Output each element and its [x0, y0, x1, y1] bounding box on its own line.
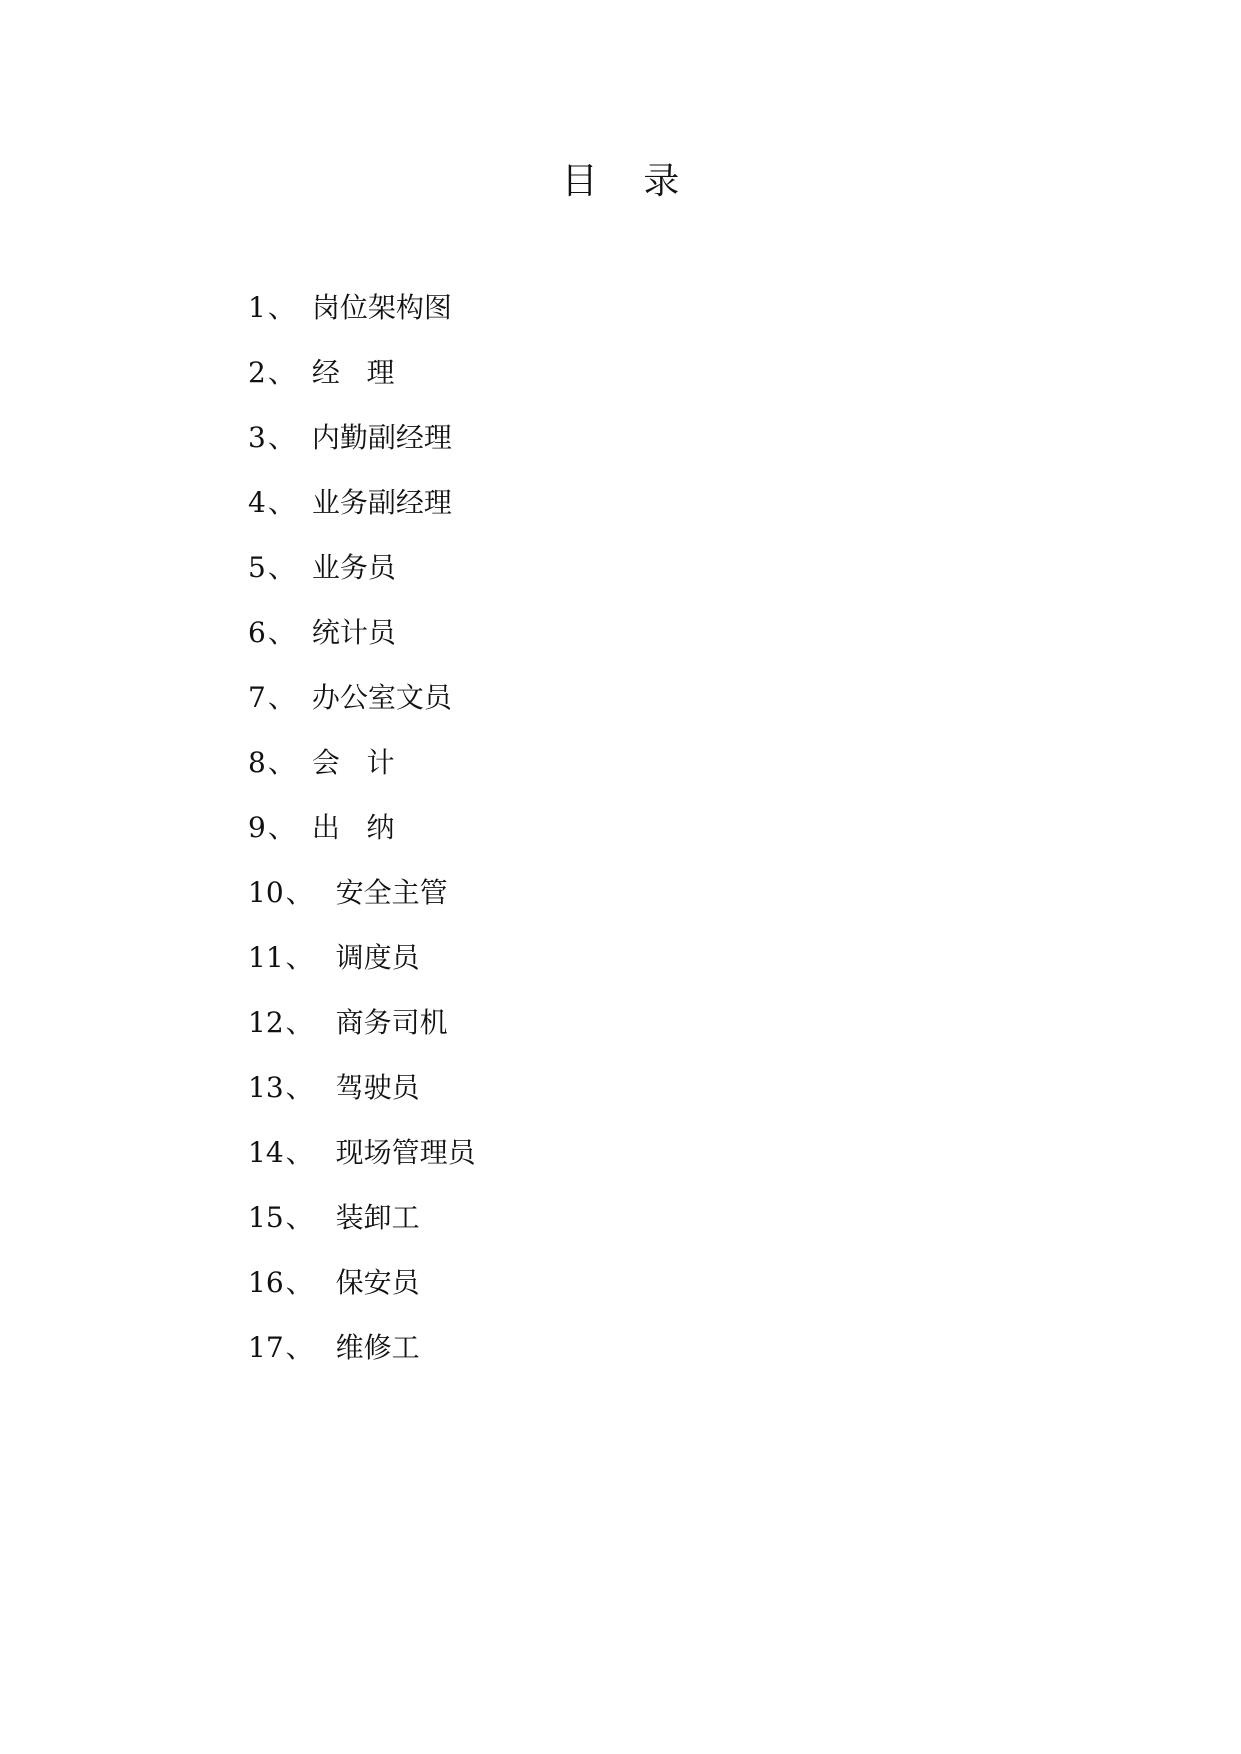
toc-item-label: 内勤副经理: [311, 421, 452, 454]
toc-item-number: 16: [248, 1266, 284, 1299]
toc-item-separator: 、: [285, 1266, 314, 1299]
page-title: 目 录: [561, 161, 680, 202]
toc-item-separator: 、: [285, 1201, 314, 1234]
toc-item: [248, 1198, 476, 1263]
toc-item-label: 维修工: [335, 1331, 420, 1364]
toc-item-label: 装卸工: [335, 1201, 420, 1234]
toc-item: [248, 1328, 476, 1393]
toc-item-label: 业务副经理: [311, 486, 452, 519]
toc-item: [248, 353, 476, 418]
toc-item-separator: 、: [285, 1136, 314, 1169]
toc-item-separator: 、: [267, 421, 296, 454]
toc-item: [248, 1133, 476, 1198]
toc-item: [248, 873, 476, 938]
toc-item-separator: 、: [267, 746, 296, 779]
toc-item-separator: 、: [267, 486, 296, 519]
toc-item-separator: 、: [285, 1331, 314, 1364]
toc-item-number: 9: [248, 811, 266, 844]
table-of-contents: [248, 288, 476, 1393]
toc-item-number: 13: [248, 1071, 284, 1104]
toc-item: [248, 1068, 476, 1133]
toc-item-number: 17: [248, 1331, 284, 1364]
toc-item-separator: 、: [285, 941, 314, 974]
toc-item: [248, 483, 476, 548]
toc-item: [248, 678, 476, 743]
toc-item-number: 14: [248, 1136, 284, 1169]
toc-item-number: 10: [248, 876, 284, 909]
toc-item-label: 业务员: [311, 551, 396, 584]
toc-item-number: 15: [248, 1201, 284, 1234]
toc-item-separator: 、: [267, 291, 296, 324]
toc-item-number: 4: [248, 486, 266, 519]
toc-item: [248, 808, 476, 873]
toc-item-label: 驾驶员: [335, 1071, 420, 1104]
toc-item-label: 现场管理员: [335, 1136, 476, 1169]
toc-item-separator: 、: [285, 1071, 314, 1104]
toc-item-number: 11: [248, 941, 284, 974]
toc-item-number: 2: [248, 356, 266, 389]
toc-item: [248, 548, 476, 613]
toc-item-separator: 、: [267, 811, 296, 844]
toc-item: [248, 418, 476, 483]
toc-item-number: 3: [248, 421, 266, 454]
toc-item-number: 12: [248, 1006, 284, 1039]
toc-item-separator: 、: [285, 876, 314, 909]
toc-item-number: 1: [248, 291, 266, 324]
toc-item-number: 5: [248, 551, 266, 584]
toc-item-label: 保安员: [335, 1266, 420, 1299]
toc-item-label: 经 理: [311, 356, 395, 389]
toc-item-separator: 、: [267, 681, 296, 714]
toc-item-label: 办公室文员: [311, 681, 452, 714]
toc-item: [248, 938, 476, 1003]
toc-item-separator: 、: [267, 356, 296, 389]
toc-item: [248, 1263, 476, 1328]
toc-item: [248, 613, 476, 678]
toc-item: [248, 288, 476, 353]
toc-item-separator: 、: [267, 551, 296, 584]
toc-item-number: 7: [248, 681, 266, 714]
toc-item-label: 岗位架构图: [311, 291, 452, 324]
toc-item-label: 安全主管: [335, 876, 448, 909]
toc-item-label: 会 计: [311, 746, 395, 779]
toc-item-separator: 、: [285, 1006, 314, 1039]
toc-item-label: 统计员: [311, 616, 396, 649]
toc-item: [248, 1003, 476, 1068]
toc-item-label: 商务司机: [335, 1006, 448, 1039]
toc-item-label: 出 纳: [311, 811, 395, 844]
toc-item: [248, 743, 476, 808]
toc-item-number: 8: [248, 746, 266, 779]
toc-item-number: 6: [248, 616, 266, 649]
toc-item-separator: 、: [267, 616, 296, 649]
toc-item-label: 调度员: [335, 941, 420, 974]
